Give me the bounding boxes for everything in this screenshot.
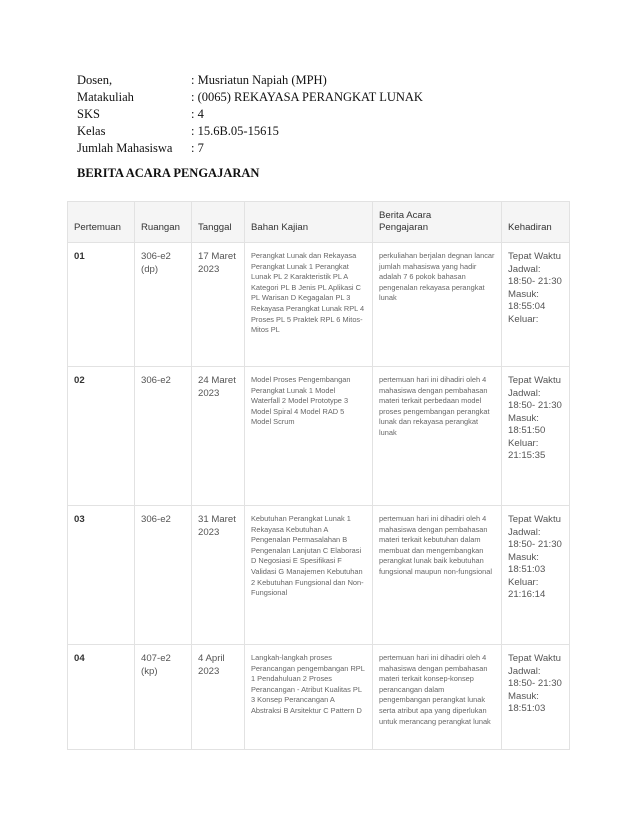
- matakuliah-label: Matakuliah: [77, 90, 134, 104]
- header-berita-acara: [373, 202, 502, 243]
- kehadiran-cell: Tepat Waktu Jadwal: 18:50- 21:30 Masuk: 18:51:03: [502, 645, 570, 750]
- header-bahan-kajian: Bahan Kajian: [245, 202, 373, 243]
- jumlah-value: : 7: [191, 141, 204, 155]
- ruangan-cell: 306-e2: [135, 367, 192, 506]
- kehadiran-cell: Tepat Waktu Jadwal: 18:50- 21:30 Masuk: 18:55:04 Keluar:: [502, 243, 570, 367]
- kehadiran-cell: Tepat Waktu Jadwal: 18:50- 21:30 Masuk: 18:51:03 Keluar: 21:16:14: [502, 506, 570, 645]
- pertemuan-cell: 02: [68, 367, 135, 506]
- table-row: [68, 367, 570, 506]
- kehadiran-cell: Tepat Waktu Jadwal: 18:50- 21:30 Masuk: 18:51:50 Keluar: 21:15:35: [502, 367, 570, 506]
- header-berita-acara-line1: Berita Acara: [379, 210, 432, 221]
- berita-acara-cell: pertemuan hari ini dihadiri oleh 4 mahasiswa dengan pembahasan materi terkait konsep-konsep perancangan dalam pengembangan perangkat lunak serta atribut apa yang diperlukan untuk merancang perangkat lunak: [373, 645, 502, 750]
- header-tanggal: Tanggal: [192, 202, 245, 243]
- berita-acara-cell: pertemuan hari ini dihadiri oleh 4 mahasiswa dengan pembahasan materi terkait kebutuhan dalam membuat dan mengembangkan perangkat lunak baik kebutuhan fungsional maupun non-fungsional: [373, 506, 502, 645]
- ruangan-cell: 306-e2: [135, 506, 192, 645]
- kelas-label: Kelas: [77, 124, 106, 138]
- jumlah-label: Jumlah Mahasiswa: [77, 141, 173, 155]
- table-row: [68, 645, 570, 750]
- sks-label: SKS: [77, 107, 100, 121]
- table-row: [68, 243, 570, 367]
- bahan-kajian-cell: Langkah-langkah proses Perancangan pengembangan RPL 1 Pendahuluan 2 Proses Perancangan - Atribut Kualitas PL 3 Konsep Perancangan A Abstraksi B Arsitektur C Pattern D: [245, 645, 373, 750]
- sks-value: : 4: [191, 107, 204, 121]
- berita-acara-cell: perkuliahan berjalan degnan lancar jumlah mahasiswa yang hadir adalah 7 6 pokok bahasan pengenalan rekayasa perangkat lunak: [373, 243, 502, 367]
- tanggal-cell: 4 April 2023: [192, 645, 245, 750]
- pertemuan-cell: 04: [68, 645, 135, 750]
- tanggal-cell: 31 Maret 2023: [192, 506, 245, 645]
- header-kehadiran: Kehadiran: [502, 202, 570, 243]
- bahan-kajian-cell: Model Proses Pengembangan Perangkat Lunak 1 Model Waterfall 2 Model Prototype 3 Model Spiral 4 Model RAD 5 Model Scrum: [245, 367, 373, 506]
- table-header-row: [68, 202, 570, 243]
- berita-acara-table: [67, 201, 570, 750]
- ruangan-cell: 407-e2 (kp): [135, 645, 192, 750]
- table-row: [68, 506, 570, 645]
- matakuliah-value: : (0065) REKAYASA PERANGKAT LUNAK: [191, 90, 423, 104]
- header-pertemuan: Pertemuan: [68, 202, 135, 243]
- bahan-kajian-cell: Kebutuhan Perangkat Lunak 1 Rekayasa Kebutuhan A Pengenalan Permasalahan B Pengenalan Lanjutan C Elaborasi D Negosiasi E Spesifikasi F Validasi G Manajemen Kebutuhan 2 Kebutuhan Fungsional dan Non-Fungsional: [245, 506, 373, 645]
- berita-acara-cell: pertemuan hari ini dihadiri oleh 4 mahasiswa dengan pembahasan materi terkait perbedaan model proses pengembangan perangkat lunak dan rekayasa perangkat lunak: [373, 367, 502, 506]
- tanggal-cell: 24 Maret 2023: [192, 367, 245, 506]
- kelas-value: : 15.6B.05-15615: [191, 124, 279, 138]
- pertemuan-cell: 01: [68, 243, 135, 367]
- section-heading: BERITA ACARA PENGAJARAN: [77, 166, 260, 180]
- bahan-kajian-cell: Perangkat Lunak dan Rekayasa Perangkat Lunak 1 Perangkat Lunak PL 2 Karakteristik PL A Kategori PL B Jenis PL Aplikasi C PL Warisan D Kegagalan PL 3 Rekayasa Perangkat Lunak RPL 4 Proses PL 5 Praktek RPL 6 Mitos-Mitos PL: [245, 243, 373, 367]
- header-berita-acara-line2: Pengajaran: [379, 222, 429, 233]
- dosen-label: Dosen,: [77, 73, 113, 87]
- tanggal-cell: 17 Maret 2023: [192, 243, 245, 367]
- ruangan-cell: 306-e2 (dp): [135, 243, 192, 367]
- header-ruangan: Ruangan: [135, 202, 192, 243]
- pertemuan-cell: 03: [68, 506, 135, 645]
- dosen-value: : Musriatun Napiah (MPH): [191, 73, 327, 87]
